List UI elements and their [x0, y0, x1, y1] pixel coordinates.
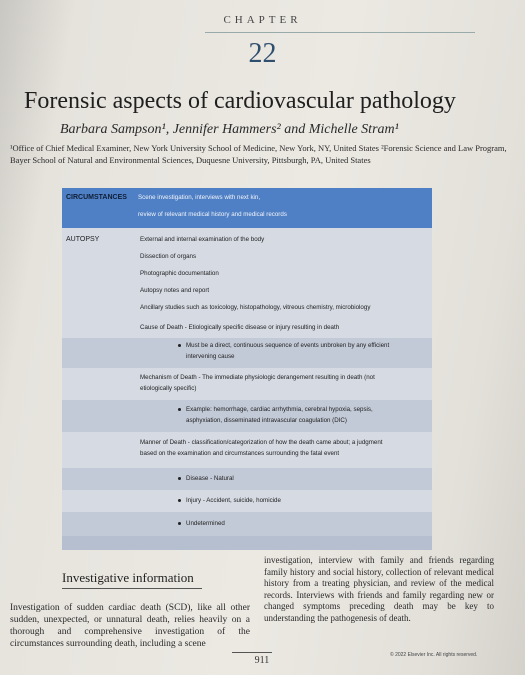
autopsy-label: AUTOPSY — [66, 236, 100, 243]
manner-line: based on the examination and circumstances surrounding the fatal event — [140, 450, 340, 457]
mechanism-bullet-row — [62, 400, 432, 432]
autopsy-item: Ancillary studies such as toxicology, histopathology, vitreous chemistry, microbiology — [140, 304, 371, 311]
cause-bullet-row — [62, 338, 432, 368]
circumstances-line: Scene investigation, interviews with next kin, — [138, 194, 261, 201]
page-number: 911 — [254, 655, 270, 666]
manner-bullet-row — [62, 490, 432, 512]
mechanism-line: etiologically specific) — [140, 385, 197, 392]
mechanism-line: Mechanism of Death - The immediate physiologic derangement resulting in death (not — [140, 374, 375, 381]
autopsy-items — [134, 228, 432, 320]
mechanism-bullet-line: Example: hemorrhage, cardiac arrhythmia, cerebral hypoxia, sepsis, — [186, 406, 373, 413]
bullet-icon — [178, 477, 181, 480]
section-heading: Investigative information — [62, 570, 194, 585]
autopsy-item: Autopsy notes and report — [140, 287, 210, 294]
manner-row — [62, 432, 432, 468]
cause-text: Cause of Death - Etiologically specific disease or injury resulting in death — [140, 324, 340, 331]
chapter-label: CHAPTER — [223, 14, 302, 26]
affiliations: ¹Office of Chief Medical Examiner, New York University School of Medicine, New York, NY, United States ²Forensic Science and Law Program, Bayer School of Natural and Environmental Sciences, Duquesne University, Pittsburgh, PA, United States — [10, 143, 507, 165]
manner-bullet-row — [62, 468, 432, 490]
bullet-icon — [178, 522, 181, 525]
bullet-icon — [178, 408, 181, 411]
autopsy-row — [62, 228, 432, 320]
bullet-icon — [178, 499, 181, 502]
chapter-rule — [205, 32, 475, 33]
manner-line: Manner of Death - classification/categorization of how the death came about; a judgment — [140, 439, 383, 446]
cause-row — [62, 320, 432, 338]
manner-bullet: Disease - Natural — [186, 475, 234, 482]
authors: Barbara Sampson¹, Jennifer Hammers² and Michelle Stram¹ — [60, 122, 399, 137]
autopsy-item: Photographic documentation — [140, 270, 219, 277]
circumstances-row — [62, 188, 432, 228]
chapter-number: 22 — [248, 38, 277, 69]
chapter-title: Forensic aspects of cardiovascular pathology — [24, 88, 456, 114]
cause-bullet-line: Must be a direct, continuous sequence of events unbroken by any efficient — [186, 342, 390, 349]
page-number-rule — [232, 652, 272, 653]
cause-bullet-line: intervening cause — [186, 353, 235, 360]
autopsy-item: External and internal examination of the body — [140, 236, 265, 243]
circumstances-line: review of relevant medical history and medical records — [138, 211, 287, 218]
copyright: © 2022 Elsevier Inc. All rights reserved. — [390, 652, 478, 658]
manner-bullet-row — [62, 512, 432, 536]
autopsy-item: Dissection of organs — [140, 253, 197, 260]
body-text-left: Investigation of sudden cardiac death (SCD), like all other sudden, unexpected, or unnatural death, relies heavily on a thorough and comprehensive investigation of the circumstances surrounding death, including a scene — [10, 603, 250, 649]
manner-bullet: Injury - Accident, suicide, homicide — [186, 497, 281, 504]
manner-bullet: Undetermined — [186, 520, 225, 527]
circumstances-label: CIRCUMSTANCES — [66, 194, 127, 201]
investigation-diagram-box — [62, 188, 432, 550]
section-heading-rule — [62, 588, 202, 589]
body-text-right: investigation, interview with family and friends regarding family history and social history, collection of relevant medical history from a treating physician, and review of the medical records. Interviews with friends and family regarding new or changed symptoms preceding death may be key to understanding the pathogenesis of death. — [264, 555, 494, 623]
bullet-icon — [178, 344, 181, 347]
mechanism-row — [62, 368, 432, 400]
mechanism-bullet-line: asphyxiation, disseminated intravascular coagulation (DIC) — [186, 417, 347, 424]
